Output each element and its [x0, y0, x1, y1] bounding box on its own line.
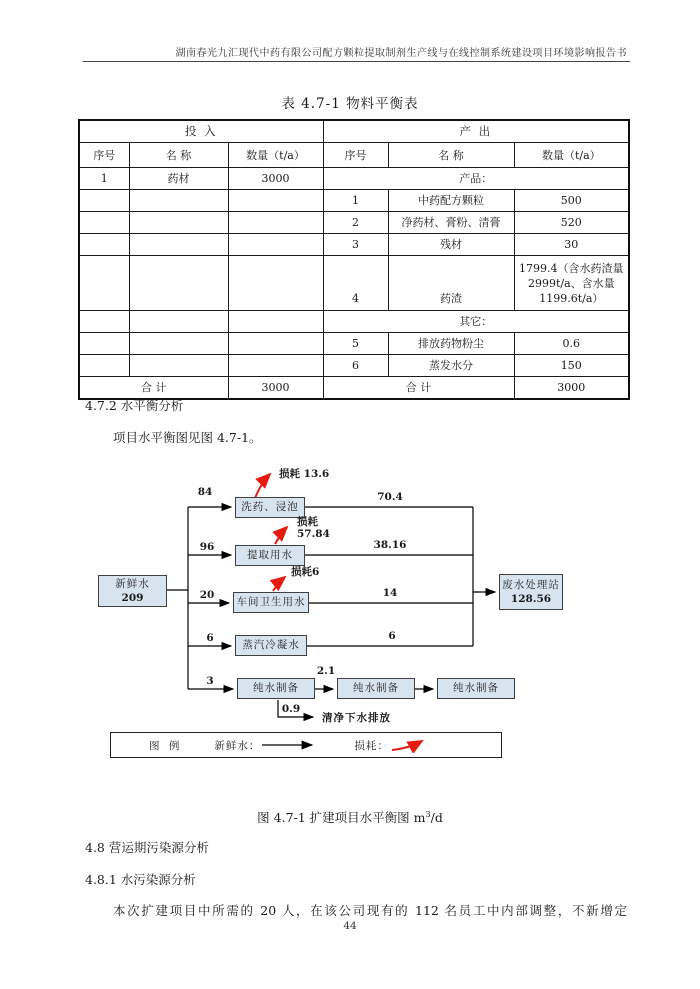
output-name: 残材: [388, 234, 514, 256]
loss-label-extract: [297, 516, 330, 540]
output-no: 6: [323, 355, 388, 377]
empty-cell: [129, 355, 228, 377]
box-label: 车间卫生用水: [236, 596, 306, 608]
loss-label-line: 57.84: [297, 528, 330, 540]
loss-label-workshop: 损耗6: [291, 566, 320, 578]
empty-cell: [79, 234, 129, 256]
output-no: 3: [323, 234, 388, 256]
output-name: 蒸发水分: [388, 355, 514, 377]
flow-value: 84: [197, 486, 213, 498]
material-balance-table: [78, 119, 630, 400]
flow-value: 6: [388, 630, 396, 642]
diagram-legend: [110, 732, 502, 758]
flow-value: 70.4: [377, 491, 403, 503]
input-qty: 3000: [228, 168, 323, 190]
output-total-label: 合 计: [323, 377, 514, 400]
output-no: 2: [323, 212, 388, 234]
output-qty: 520: [514, 212, 629, 234]
col-header-no: 序号: [323, 143, 388, 168]
empty-cell: [129, 333, 228, 355]
col-header-qty: 数量（t/a）: [228, 143, 323, 168]
product-group-label: 产品：: [323, 168, 629, 190]
empty-cell: [228, 311, 323, 333]
input-total-label: 合 计: [79, 377, 228, 400]
output-no: 1: [323, 190, 388, 212]
input-section-header: 投 入: [79, 120, 323, 143]
box-label: 废水处理站: [502, 579, 560, 591]
table-row: [79, 311, 629, 333]
empty-cell: [228, 212, 323, 234]
empty-cell: [228, 355, 323, 377]
col-header-qty: 数量（t/a）: [514, 143, 629, 168]
box-value: 128.56: [510, 593, 552, 605]
empty-cell: [79, 311, 129, 333]
legend-fresh-label: 新鲜水：: [214, 739, 261, 752]
other-group-label: 其它：: [323, 311, 629, 333]
empty-cell: [129, 256, 228, 311]
section-heading-472: 4.7.2 水平衡分析: [85, 398, 184, 413]
table-section-row: [79, 120, 629, 143]
flow-box-workshop: [233, 592, 309, 613]
output-name: 药渣: [388, 256, 514, 311]
page-header-title: 湖南春光九汇现代中药有限公司配方颗粒提取制剂生产线与在线控制系统建设项目环境影响报告书: [175, 48, 627, 59]
empty-cell: [79, 190, 129, 212]
water-balance-diagram: [85, 455, 630, 770]
flow-box-pure-water-2: [337, 678, 415, 699]
flow-value: 6: [206, 632, 214, 644]
empty-cell: [228, 333, 323, 355]
flow-value: 96: [199, 541, 215, 553]
paragraph-472: 项目水平衡图见图 4.7-1。: [113, 430, 262, 445]
empty-cell: [79, 333, 129, 355]
table-row: [79, 234, 629, 256]
loss-arrow-icon: [275, 527, 287, 544]
flow-value: 14: [382, 587, 398, 599]
table-row: [79, 355, 629, 377]
paragraph-481: 本次扩建项目中所需的 20 人，在该公司现有的 112 名员工中内部调整，不新增定: [113, 903, 627, 918]
table-title: 表 4.7-1 物料平衡表: [281, 96, 419, 112]
output-total-value: 3000: [514, 377, 629, 400]
flow-box-steam: [235, 635, 307, 656]
output-name: 排放药物粉尘: [388, 333, 514, 355]
empty-cell: [79, 355, 129, 377]
box-label: 纯水制备: [453, 682, 499, 694]
figure-caption: [0, 808, 700, 826]
table-header-row: [79, 143, 629, 168]
output-qty: 0.6: [514, 333, 629, 355]
page-number: 44: [343, 920, 357, 932]
legend-title: 图 例: [149, 739, 183, 752]
empty-cell: [129, 190, 228, 212]
output-no: 5: [323, 333, 388, 355]
discharge-label: 清净下水排放: [322, 712, 391, 724]
box-label: 提取用水: [247, 549, 293, 561]
input-name: 药材: [129, 168, 228, 190]
flow-box-pure-water-3: [437, 678, 515, 699]
flow-box-extract: [235, 545, 305, 566]
flow-value: 2.1: [316, 665, 336, 677]
output-section-header: 产 出: [323, 120, 629, 143]
loss-label-line: 损耗: [297, 516, 318, 528]
loss-arrow-icon: [389, 737, 431, 753]
col-header-name: 名 称: [388, 143, 514, 168]
box-label: 纯水制备: [353, 682, 399, 694]
fresh-water-arrow-icon: [260, 740, 322, 750]
output-qty: 150: [514, 355, 629, 377]
header-rule: [83, 61, 630, 62]
empty-cell: [228, 190, 323, 212]
output-qty: 1799.4（含水药渣量 2999t/a、含水量 1199.6t/a）: [514, 256, 629, 311]
flow-box-fresh-water: [98, 575, 167, 607]
box-label: 纯水制备: [253, 682, 299, 694]
legend-loss-label: 损耗：: [354, 739, 389, 752]
box-label: 蒸汽冷凝水: [242, 639, 300, 651]
output-qty: 500: [514, 190, 629, 212]
output-no: 4: [323, 256, 388, 311]
table-row: [79, 190, 629, 212]
output-name: 净药材、膏粉、清膏: [388, 212, 514, 234]
section-heading-48: 4.8 营运期污染源分析: [85, 840, 209, 855]
flow-box-treatment: [499, 574, 563, 610]
output-name: 中药配方颗粒: [388, 190, 514, 212]
empty-cell: [79, 212, 129, 234]
empty-cell: [228, 256, 323, 311]
caption-superscript: 3: [425, 809, 431, 819]
empty-cell: [228, 234, 323, 256]
flow-box-pure-water-1: [237, 678, 315, 699]
flow-value: 0.9: [281, 703, 301, 715]
table-row: [79, 168, 629, 190]
loss-arrow-icon: [273, 577, 285, 591]
flow-value: 38.16: [373, 539, 407, 551]
empty-cell: [129, 212, 228, 234]
table-row: [79, 333, 629, 355]
empty-cell: [79, 256, 129, 311]
col-header-name: 名 称: [129, 143, 228, 168]
section-heading-481: 4.8.1 水污染源分析: [85, 872, 196, 887]
box-label: 新鲜水: [115, 578, 150, 590]
box-label: 洗药、浸泡: [241, 501, 299, 513]
input-total-value: 3000: [228, 377, 323, 400]
input-no: 1: [79, 168, 129, 190]
caption-unit-suffix: /d: [430, 810, 443, 825]
empty-cell: [129, 311, 228, 333]
table-row: [79, 212, 629, 234]
col-header-no: 序号: [79, 143, 129, 168]
caption-text: 图 4.7-1 扩建项目水平衡图 m: [257, 810, 426, 825]
empty-cell: [129, 234, 228, 256]
loss-label-wash: 损耗 13.6: [279, 468, 330, 480]
loss-arrow-icon: [255, 474, 270, 498]
box-value: 209: [121, 592, 144, 604]
table-row: [79, 256, 629, 311]
flow-value: 3: [206, 675, 214, 687]
output-qty: 30: [514, 234, 629, 256]
flow-value: 20: [199, 589, 215, 601]
flow-box-wash: [235, 497, 305, 518]
